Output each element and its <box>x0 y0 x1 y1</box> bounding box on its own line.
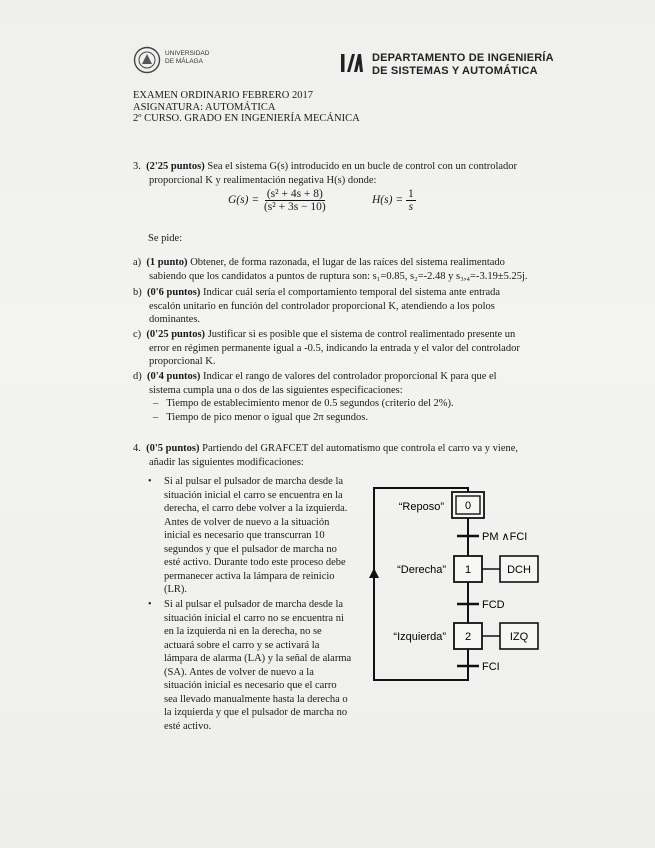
question-3a: a) (1 punto) Obtener, de forma razonada, el lugar de las raíces del sistema realimentado sabiendo que los candidatos a puntos de ruptura son: s₁=0.85, s₂=-2.48 y s₃,₄=-3.19±5.25j. <box>133 257 528 282</box>
svg-text:2: 2 <box>464 631 472 643</box>
question-3-intro: 3. (2'25 puntos) Sea el sistema G(s) introducido en un bucle de control con un controlador proporcional K y realimentación negativa H(s) donde: <box>133 161 518 186</box>
grafcet-diagram <box>360 478 560 693</box>
svg-text:0: 0 <box>464 500 472 512</box>
question-3b: b) (0'6 puntos) Indicar cuál sería el comportamiento temporal del sistema ante entrada escalón unitario en función del controlador proporcional K, atendiendo a los polos dominantes. <box>133 287 501 325</box>
loop-arrow-icon <box>369 568 379 578</box>
svg-text:PM ∧FCI: PM ∧FCI <box>482 531 528 543</box>
transfer-function-G: G(s) = $\frac{\text{(s² + 4s + 8)}}{\text{(s² + 3s − 10)}}$ <box>228 188 326 213</box>
svg-text:“Izquierda”: “Izquierda” <box>393 631 446 643</box>
exam-info <box>133 90 360 125</box>
exam-title: EXAMEN ORDINARIO FEBRERO 2017 <box>133 90 313 101</box>
grafcet-step-1 <box>397 556 538 582</box>
subject: ASIGNATURA: AUTOMÁTICA <box>133 101 276 113</box>
department-name: DEPARTAMENTO DE INGENIERÍA DE SISTEMAS Y AUTOMÁTICA <box>372 52 554 77</box>
course: 2º CURSO. GRADO EN INGENIERÍA MECÁNICA <box>133 113 360 124</box>
se-pide: Se pide: <box>148 233 183 244</box>
svg-text:“Derecha”: “Derecha” <box>397 564 446 576</box>
svg-text:“Reposo”: “Reposo” <box>398 501 444 513</box>
bullet-icon: • <box>148 476 152 487</box>
grafcet-step-2 <box>393 623 538 649</box>
bullet-icon: • <box>148 599 152 610</box>
grafcet-transition-3 <box>457 661 500 673</box>
grafcet-transition-2 <box>457 599 505 611</box>
university-logo-icon <box>133 46 161 74</box>
question-3c: c) (0'25 puntos) Justificar si es posible que el sistema de control realimentado presente un error en régimen permanente igual a -0.5, indicando la entrada y el valor del controlador proporcional K. <box>133 329 520 367</box>
question-3d: d) (0'4 puntos) Indicar el rango de valores del controlador proporcional K para que el sistema cumpla una o dos de las siguientes especificaciones: – Tiempo de establecimiento menor de 0.5 segundos (criterio del 2%). – Tiempo de pico menor o igual que 2π segundos. <box>133 371 497 423</box>
svg-text:DCH: DCH <box>507 564 531 576</box>
transfer-function-H: H(s) = $\frac{1}{s}$ <box>372 188 414 213</box>
grafcet-step-0 <box>399 492 484 518</box>
university-name: UNIVERSIDAD DE MÁLAGA <box>165 50 210 65</box>
question-4-bullet-2: • Si al pulsar el pulsador de marcha desde la situación inicial el carro no se encuentra ni en la izquierda ni en la derecha, no se actuará sobre el carro y se activará la lámpara de alarma (LA) y la señal de alarma (SA). Antes de volver de nuevo a la situación inicial es necesario que el carro sea llevado manualmente hasta la derecha o la izquierda y que el pulsador de marcha no esté activo. <box>148 599 352 732</box>
svg-text:FCI: FCI <box>482 661 500 673</box>
svg-text:IZQ: IZQ <box>509 631 529 643</box>
isa-logo-icon <box>340 52 364 74</box>
svg-text:FCD: FCD <box>482 599 505 611</box>
question-4-intro: 4. (0'5 puntos) Partiendo del GRAFCET del automatismo que controla el carro va y viene, añadir las siguientes modificaciones: <box>133 443 519 468</box>
svg-text:1: 1 <box>464 564 472 576</box>
question-4-bullet-1: • Si al pulsar el pulsador de marcha desde la situación inicial el carro se encuentra en la derecha, el carro debe volver a la izquierda. Antes de volver de nuevo a la situación inicial es necesario que transcurran 10 segundos y que el pulsador de marcha no esté activo. Durante todo este proceso debe permanecer activa la lámpara de reinicio (LR). <box>148 476 348 595</box>
